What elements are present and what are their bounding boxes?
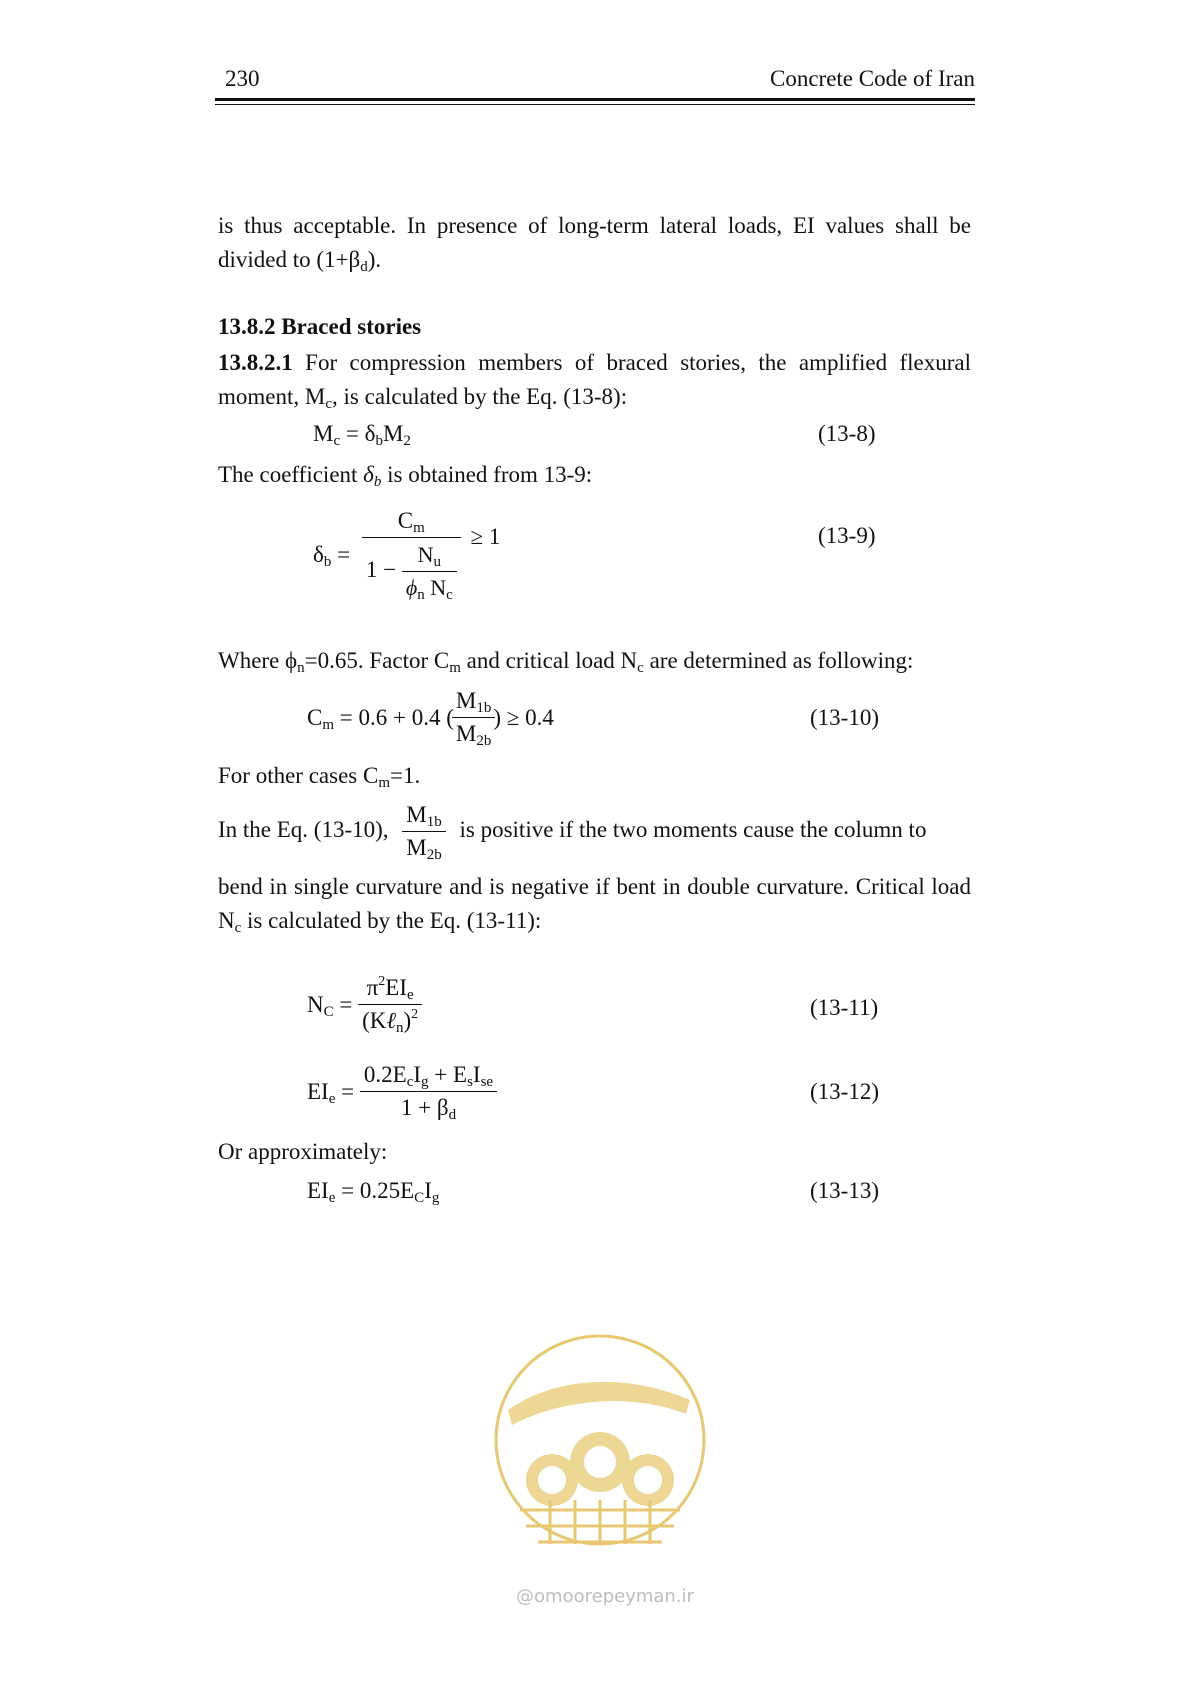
where-line [218, 648, 913, 674]
equation-number-13-8: (13-8) [818, 421, 876, 446]
other-cases-line [218, 763, 420, 789]
watermark-caption: @omoorepeyman.ir [516, 1586, 694, 1607]
section-heading: 13.8.2 Braced stories [218, 314, 422, 339]
header-rule-thin [215, 104, 975, 105]
equation-number-13-10: (13-10) [810, 705, 879, 730]
header-rule-thick [215, 98, 975, 101]
where-text-a: Where ϕ [218, 648, 298, 673]
other-sub: m [378, 775, 390, 791]
intro-sub: d [360, 259, 368, 275]
equation-number-13-11: (13-11) [810, 995, 879, 1020]
bend-paragraph [218, 870, 971, 938]
equation-13-8: $M_c = \delta_bM_2$ [313, 421, 411, 449]
page-number: 230 [225, 66, 260, 91]
where-text-d: are determined as following: [643, 648, 914, 673]
clause-sub: c [325, 396, 333, 412]
equation-13-12: $EI_e$ = $\frac{0.2E_cI_g + E_sI_{se}}{1 + \beta_d}$ [307, 1062, 497, 1121]
fraction-13-12: $\frac{0.2E_cI_g + E_sI_{se}}{1 + \beta_d}$ [360, 1062, 497, 1121]
clause-text-b: , is calculated by the Eq. (13-8): [332, 384, 628, 409]
equation-13-11: $N_C$ = $\frac{\pi^2EI_e}{(K\ell_n)^2}$ [307, 975, 422, 1034]
equation-13-10: $C_m = 0.6 + 0.4$ ( $\frac{M_{1b}}{M_{2b}}$ ) ≥ 0.4 [307, 688, 554, 749]
bend-text-b: is calculated by the Eq. (13-11): [241, 908, 542, 933]
fraction-13-9: $C_m$ 1 − $\frac{N_u}{\phi_n N_c}$ [362, 508, 461, 601]
watermark-emblem-icon [490, 1330, 710, 1600]
ratio-line [218, 802, 971, 861]
equation-number-13-12: (13-12) [810, 1079, 879, 1104]
coefficient-text-a: The coefficient [218, 462, 364, 487]
intro-text: is thus acceptable. In presence of long-term lateral loads, EI values shall be divided to (1+β [218, 213, 971, 272]
where-sub-n: n [297, 660, 305, 676]
running-title: Concrete Code of Iran [769, 66, 975, 91]
where-text-b: =0.65. Factor C [304, 648, 450, 673]
bend-text-a: bend in single curvature and is negative if bent in double curvature. Critical load N [218, 874, 971, 933]
watermark-logo [490, 1330, 710, 1607]
where-sub-m: m [449, 660, 461, 676]
intro-paragraph [218, 209, 971, 277]
coefficient-line [218, 462, 592, 488]
where-sub-c: c [637, 660, 644, 676]
equation-number-13-9: (13-9) [818, 523, 876, 548]
clause-number: 13.8.2.1 [218, 350, 293, 375]
where-text-c: and critical load N [460, 648, 638, 673]
fraction-13-10: $\frac{M_{1b}}{M_{2b}}$ [452, 688, 495, 747]
equation-13-13: $EI_e = 0.25E_CI_g$ [307, 1178, 440, 1206]
approximately-line: Or approximately: [218, 1139, 388, 1164]
intro-end: ). [367, 247, 382, 272]
ratio-text-b: is positive if the two moments cause the column to [453, 816, 927, 842]
other-text-b: =1. [390, 763, 421, 788]
bend-sub: c [234, 920, 242, 936]
equation-number-13-13: (13-13) [810, 1178, 879, 1203]
coefficient-text-b: is obtained from 13-9: [381, 462, 593, 487]
delta-b-symbol: $\delta_b$ [363, 462, 382, 490]
clause-paragraph [218, 346, 971, 414]
page-header [215, 64, 975, 104]
ratio-fraction: $\frac{M_{1b}}{M_{2b}}$ [402, 802, 445, 861]
other-text-a: For other cases C [218, 763, 379, 788]
ratio-text-a: In the Eq. (13-10), [218, 816, 395, 842]
fraction-13-11: $\frac{\pi^2EI_e}{(K\ell_n)^2}$ [358, 975, 422, 1034]
equation-13-9: $\delta_b$ = $C_m$ 1 − $\frac{N_u}{\phi_n N_c}$ ≥ 1 [313, 508, 501, 603]
clause-text-a: For compression members of braced stories, the amplified flexural moment, M [218, 350, 971, 409]
